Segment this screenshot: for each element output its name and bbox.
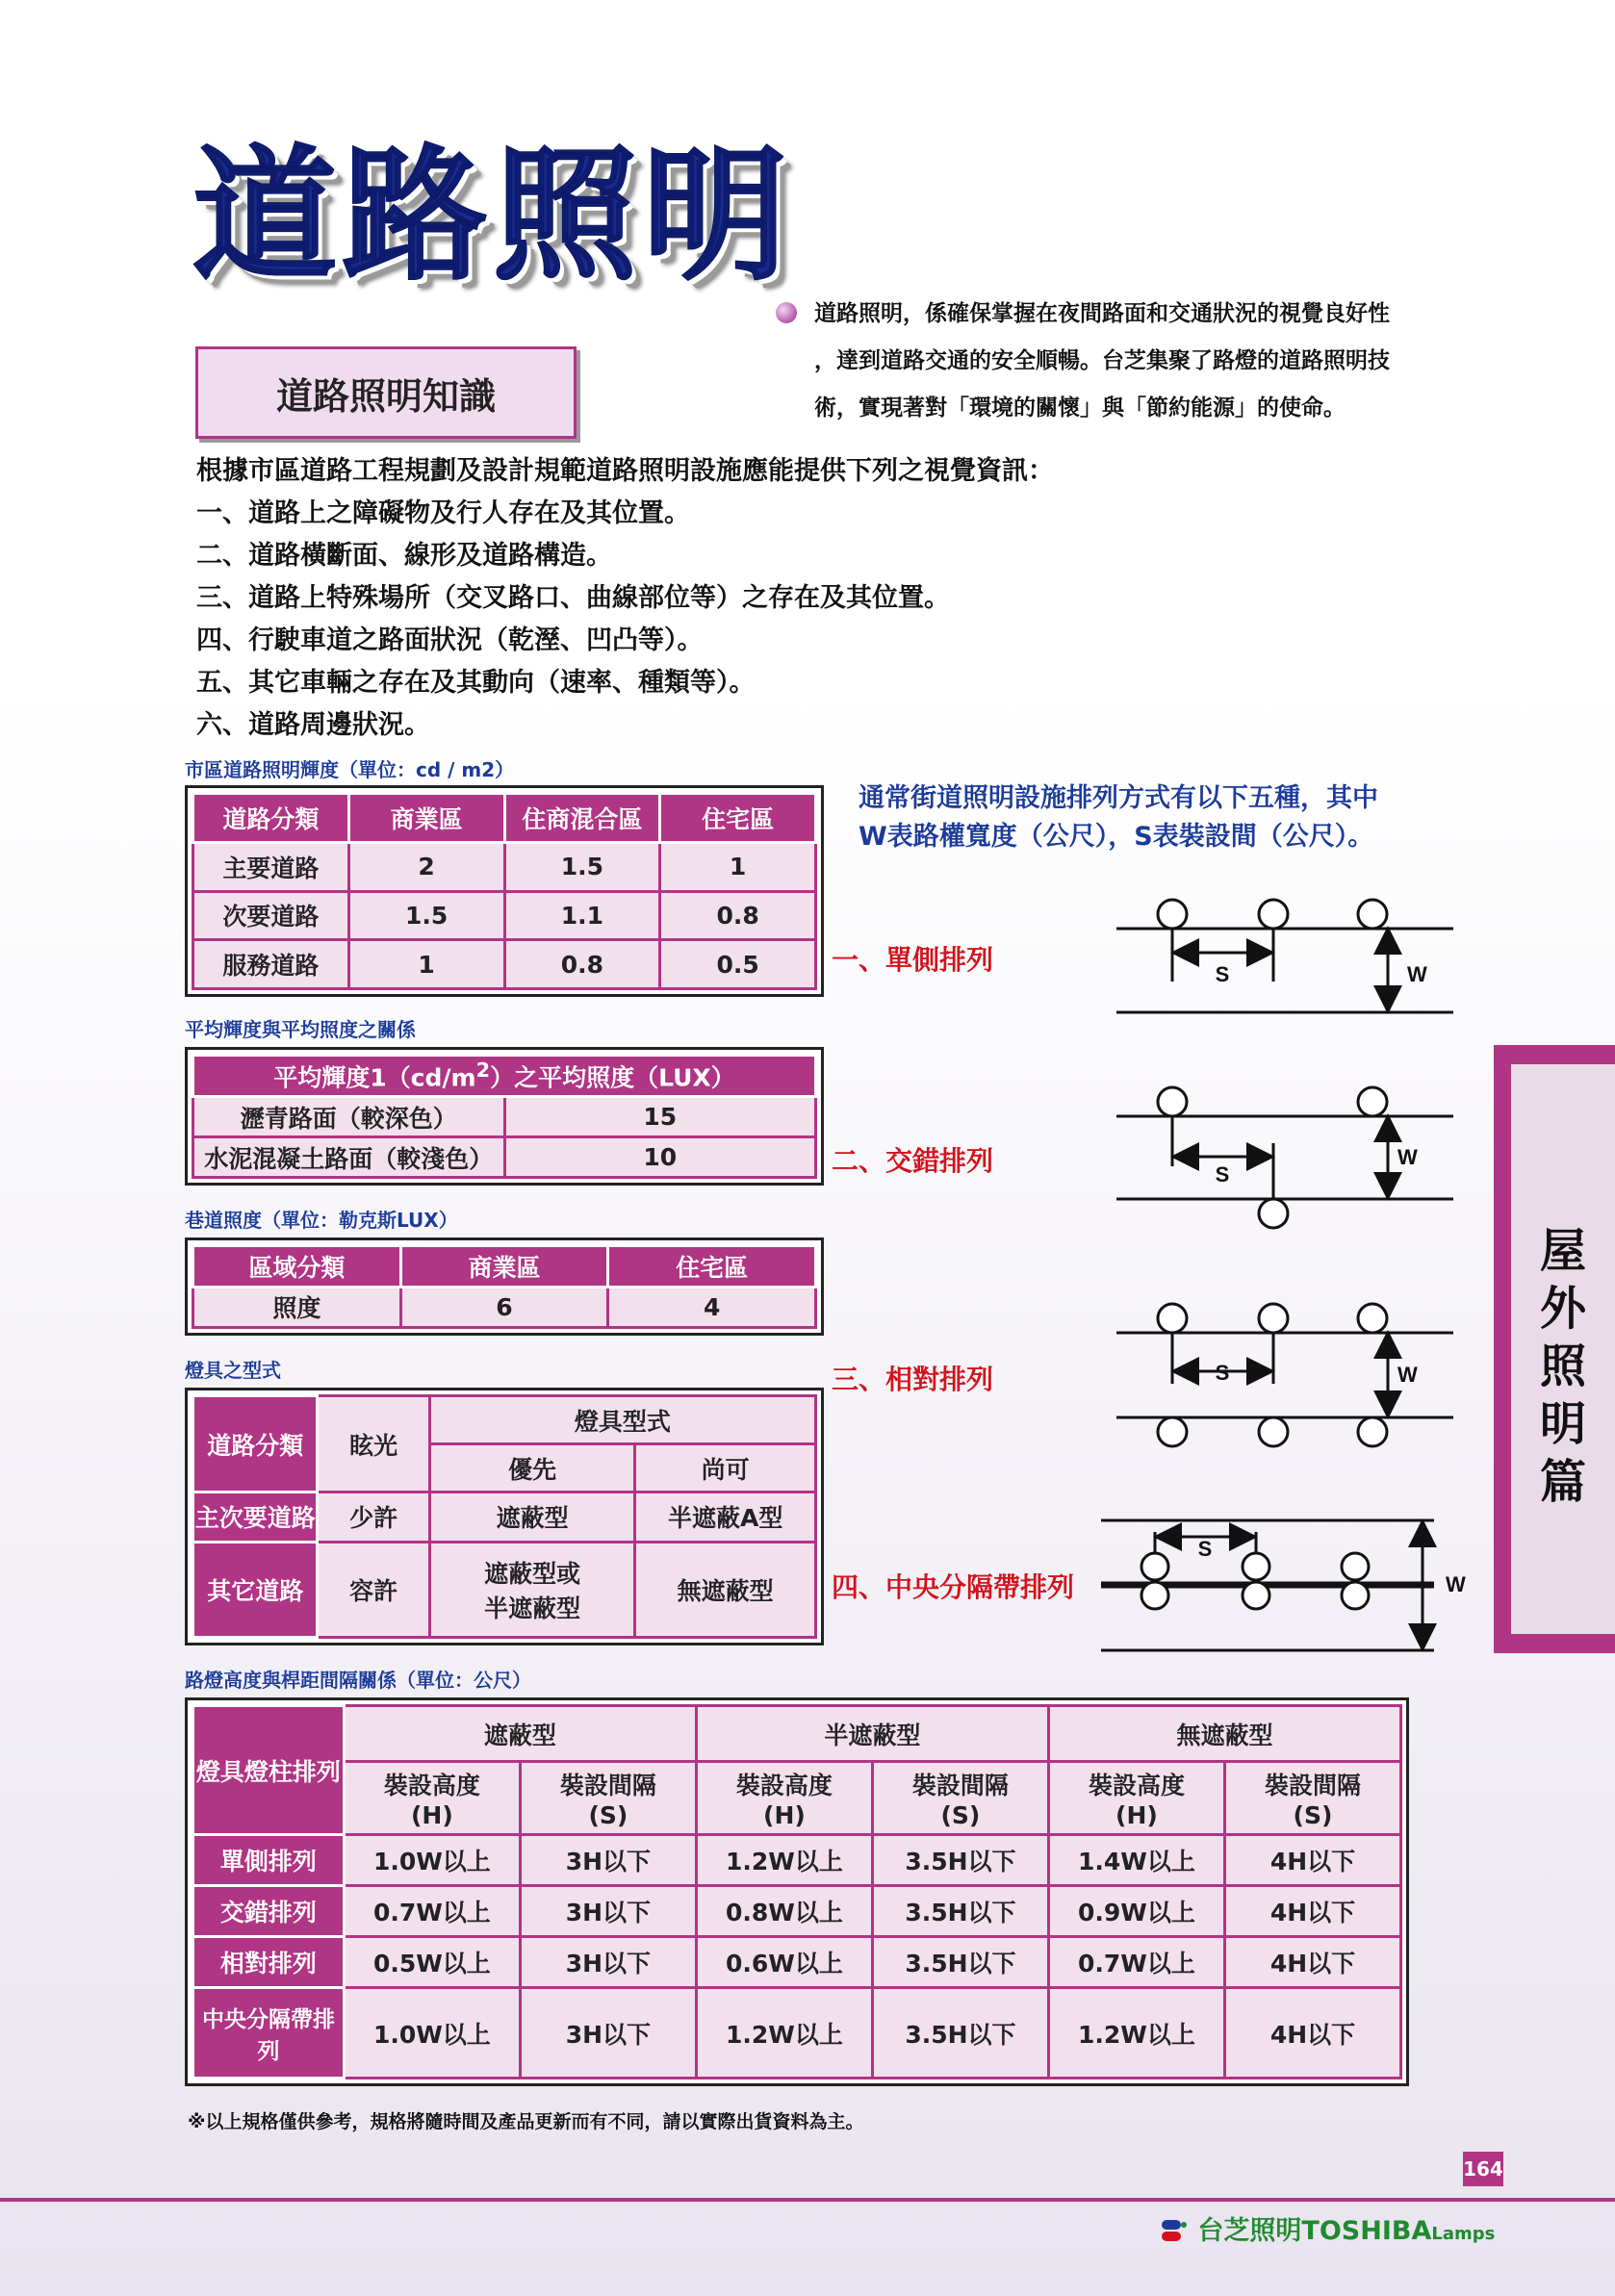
- table2-caption: 平均輝度與平均照度之關係: [185, 1018, 416, 1041]
- list-intro: 根據市區道路工程規劃及設計規範道路照明設施應能提供下列之視覺資訊：: [196, 456, 1054, 486]
- table-cell: 其它道路: [193, 1542, 318, 1637]
- s-label: S: [1215, 1162, 1230, 1186]
- table-cell: 0.5W以上: [344, 1937, 520, 1988]
- intro-line-3: 術，實現著對「環境的關懷」與「節約能源」的使命。: [814, 395, 1346, 421]
- table-cell: 6: [400, 1287, 608, 1328]
- table5-caption: 路燈高度與桿距間隔關係（單位：公尺）: [185, 1669, 531, 1692]
- s-label: S: [1215, 962, 1230, 986]
- table-cell: 1.5: [348, 891, 504, 940]
- header-line: 裝設高度: [735, 1772, 833, 1799]
- table-cell: 主要道路: [193, 842, 349, 891]
- table-cell: 3H以下: [520, 1886, 696, 1937]
- cell-line: 半遮蔽型: [484, 1594, 581, 1622]
- median-diagram: [1101, 1520, 1434, 1650]
- table-cell: 瀝青路面（較深色）: [193, 1097, 505, 1137]
- table3-caption: 巷道照度（單位：勒克斯LUX）: [185, 1209, 458, 1232]
- table-cell: 水泥混凝土路面（較淺色）: [193, 1137, 505, 1178]
- arrangement-label-median: 四、中央分隔帶排列: [832, 1571, 1075, 1603]
- arrangement-diagrams: [1088, 885, 1473, 1655]
- table-header: 遮蔽型: [344, 1706, 696, 1762]
- table-cell: 照度: [193, 1287, 401, 1328]
- w-label: W: [1407, 962, 1427, 986]
- table-header: [344, 1762, 520, 1835]
- table-cell: 4H以下: [1224, 1886, 1400, 1937]
- intro-line-1: 道路照明，係確保掌握在夜間路面和交通狀況的視覺良好性: [814, 301, 1390, 326]
- table-row: [193, 842, 816, 891]
- header-line: (H): [763, 1801, 806, 1829]
- lamp-logo-icon: [1160, 2218, 1189, 2243]
- footer-divider: [0, 2198, 1615, 2202]
- luminaire-type-table: [185, 1388, 824, 1645]
- table-header: 住宅區: [660, 794, 816, 843]
- table-cell: 主次要道路: [193, 1492, 318, 1543]
- luminance-illuminance-table: [185, 1047, 824, 1186]
- table-cell: 3H以下: [520, 1988, 696, 2079]
- header-text: ）之平均照度（LUX）: [490, 1063, 735, 1092]
- table-cell: 單側排列: [193, 1835, 345, 1886]
- list-item: 五、其它車輛之存在及其動向（速率、種類等）。: [196, 668, 756, 698]
- table4-caption: 燈具之型式: [185, 1359, 281, 1382]
- logo-suffix: Lamps: [1431, 2224, 1496, 2244]
- intro-line-2: ，達到道路交通的安全順暢。台芝集聚了路燈的道路照明技: [814, 348, 1390, 373]
- header-line: (S): [588, 1801, 628, 1829]
- header-line: (S): [1293, 1801, 1333, 1829]
- s-label: S: [1215, 1361, 1230, 1385]
- table-cell: 1.2W以上: [1048, 1988, 1224, 2079]
- table-row: [193, 1137, 816, 1178]
- list-item: 一、道路上之障礙物及行人存在及其位置。: [196, 498, 690, 528]
- table-cell: 0.8W以上: [696, 1886, 872, 1937]
- table-header: 住宅區: [608, 1246, 816, 1288]
- table-cell: 次要道路: [193, 891, 349, 940]
- page-number: 164: [1463, 2152, 1503, 2186]
- table-cell: 交錯排列: [193, 1886, 345, 1937]
- arrangement-label-single: 一、單側排列: [832, 944, 994, 976]
- arrangement-note-line-1: 通常街道照明設施排列方式有以下五種，其中: [859, 783, 1378, 813]
- table-cell: 3.5H以下: [872, 1988, 1048, 2079]
- table-cell: 3H以下: [520, 1937, 696, 1988]
- table-cell: 0.7W以上: [344, 1886, 520, 1937]
- s-label: S: [1197, 1537, 1213, 1561]
- table-header: 燈具燈柱排列: [193, 1706, 345, 1835]
- list-item: 四、行駛車道之路面狀況（乾溼、凹凸等）。: [196, 625, 704, 655]
- table-cell: 4H以下: [1224, 1937, 1400, 1988]
- table-cell: 少許: [318, 1492, 429, 1543]
- arrangement-label-staggered: 二、交錯排列: [832, 1145, 994, 1177]
- table-cell: 1.0W以上: [344, 1835, 520, 1886]
- knowledge-heading: 道路照明知識: [195, 346, 577, 439]
- table-header: [1048, 1762, 1224, 1835]
- header-sup: 2: [475, 1058, 491, 1082]
- table-row: [193, 1937, 1401, 1988]
- side-tab-char: 明: [1539, 1397, 1586, 1451]
- bullet-icon: [776, 302, 797, 323]
- w-label: W: [1446, 1572, 1466, 1596]
- table-header: [193, 1056, 816, 1097]
- arrangement-note-line-2: W表路權寬度（公尺），S表裝設間（公尺）。: [859, 822, 1374, 852]
- table-row: [193, 1835, 1401, 1886]
- table-header: [872, 1762, 1048, 1835]
- table-cell: 4: [608, 1287, 816, 1328]
- page-title: 道路照明: [192, 133, 794, 300]
- header-text: 平均輝度1（cd/m: [273, 1063, 476, 1092]
- table-row: [193, 1988, 1401, 2079]
- table-header: 優先: [429, 1444, 635, 1492]
- table-header: 區域分類: [193, 1246, 401, 1288]
- table-row: [193, 891, 816, 940]
- side-tab-char: 外: [1539, 1282, 1586, 1336]
- w-label: W: [1397, 1363, 1418, 1387]
- list-item: 三、道路上特殊場所（交叉路口、曲線部位等）之存在及其位置。: [196, 583, 950, 613]
- table-header: 半遮蔽型: [696, 1706, 1048, 1762]
- table-cell: 1: [660, 842, 816, 891]
- cell-line: 遮蔽型或: [484, 1559, 581, 1588]
- side-tab-label: [1511, 1222, 1615, 1511]
- table-cell: 1.5: [504, 842, 660, 891]
- table-header: 道路分類: [193, 794, 349, 843]
- table-cell: 服務道路: [193, 940, 349, 989]
- table1-caption: 市區道路照明輝度（單位：cd / m2）: [185, 758, 515, 781]
- table-cell: 1: [348, 940, 504, 989]
- table-header: 道路分類: [193, 1396, 318, 1492]
- table-header: 商業區: [400, 1246, 608, 1288]
- table-cell: 0.7W以上: [1048, 1937, 1224, 1988]
- single-side-diagram: [1116, 900, 1453, 1012]
- table-cell: 半遮蔽A型: [635, 1492, 816, 1543]
- table-cell: 中央分隔帶排列: [193, 1988, 345, 2079]
- table-cell: 1.1: [504, 891, 660, 940]
- pole-height-spacing-table: [185, 1697, 1409, 2086]
- table-cell: 3.5H以下: [872, 1886, 1048, 1937]
- list-item: 六、道路周邊狀況。: [196, 710, 430, 740]
- table-cell: [429, 1542, 635, 1637]
- table-cell: 0.5: [660, 940, 816, 989]
- table-cell: 0.8: [660, 891, 816, 940]
- table-row: [193, 1097, 816, 1137]
- table-cell: 15: [504, 1097, 816, 1137]
- table-cell: 10: [504, 1137, 816, 1178]
- header-line: 裝設間隔: [1264, 1772, 1361, 1799]
- table-row: [193, 1886, 1401, 1937]
- table-cell: 1.0W以上: [344, 1988, 520, 2079]
- table-header: [696, 1762, 872, 1835]
- table-cell: 4H以下: [1224, 1988, 1400, 2079]
- table-cell: 容許: [318, 1542, 429, 1637]
- table-cell: 2: [348, 842, 504, 891]
- table-header: 商業區: [348, 794, 504, 843]
- w-label: W: [1397, 1145, 1418, 1169]
- table-header: 無遮蔽型: [1048, 1706, 1400, 1762]
- table-header: [520, 1762, 696, 1835]
- table-cell: 無遮蔽型: [635, 1542, 816, 1637]
- table-cell: 3.5H以下: [872, 1937, 1048, 1988]
- table-cell: 1.2W以上: [696, 1988, 872, 2079]
- header-line: (S): [940, 1801, 981, 1829]
- side-tab-char: 照: [1539, 1339, 1586, 1393]
- brand-logo: [1160, 2209, 1495, 2247]
- table-header: 住商混合區: [504, 794, 660, 843]
- header-line: (H): [410, 1801, 453, 1829]
- table-row: [193, 1287, 816, 1328]
- table-cell: 相對排列: [193, 1937, 345, 1988]
- header-line: 裝設高度: [383, 1772, 480, 1799]
- list-item: 二、道路橫斷面、線形及道路構造。: [196, 541, 612, 571]
- logo-text: 台芝照明TOSHIBA: [1197, 2216, 1432, 2246]
- header-line: 裝設間隔: [559, 1772, 656, 1799]
- table-cell: 3.5H以下: [872, 1835, 1048, 1886]
- table-cell: 4H以下: [1224, 1835, 1400, 1886]
- table-row: [193, 1542, 816, 1637]
- side-tab-char: 屋: [1539, 1224, 1586, 1278]
- table-cell: 遮蔽型: [429, 1492, 635, 1543]
- table-header: 燈具型式: [429, 1396, 815, 1444]
- header-line: 裝設間隔: [911, 1772, 1009, 1799]
- table-cell: 0.8: [504, 940, 660, 989]
- table-header: [1224, 1762, 1400, 1835]
- header-line: 裝設高度: [1088, 1772, 1185, 1799]
- luminance-table: [185, 785, 824, 997]
- table-header: 眩光: [318, 1396, 429, 1492]
- table-cell: 0.6W以上: [696, 1937, 872, 1988]
- footnote: ※以上規格僅供參考，規格將隨時間及產品更新而有不同，請以實際出貨資料為主。: [188, 2111, 864, 2132]
- table-cell: 1.2W以上: [696, 1835, 872, 1886]
- arrangement-label-opposite: 三、相對排列: [832, 1364, 994, 1395]
- table-cell: 3H以下: [520, 1835, 696, 1886]
- table-row: [193, 1492, 816, 1543]
- side-tab-char: 篇: [1539, 1455, 1586, 1509]
- table-cell: 0.9W以上: [1048, 1886, 1224, 1937]
- table-cell: 1.4W以上: [1048, 1835, 1224, 1886]
- table-header: 尚可: [635, 1444, 816, 1492]
- alley-illuminance-table: [185, 1237, 824, 1336]
- header-line: (H): [1115, 1801, 1158, 1829]
- table-row: [193, 940, 816, 989]
